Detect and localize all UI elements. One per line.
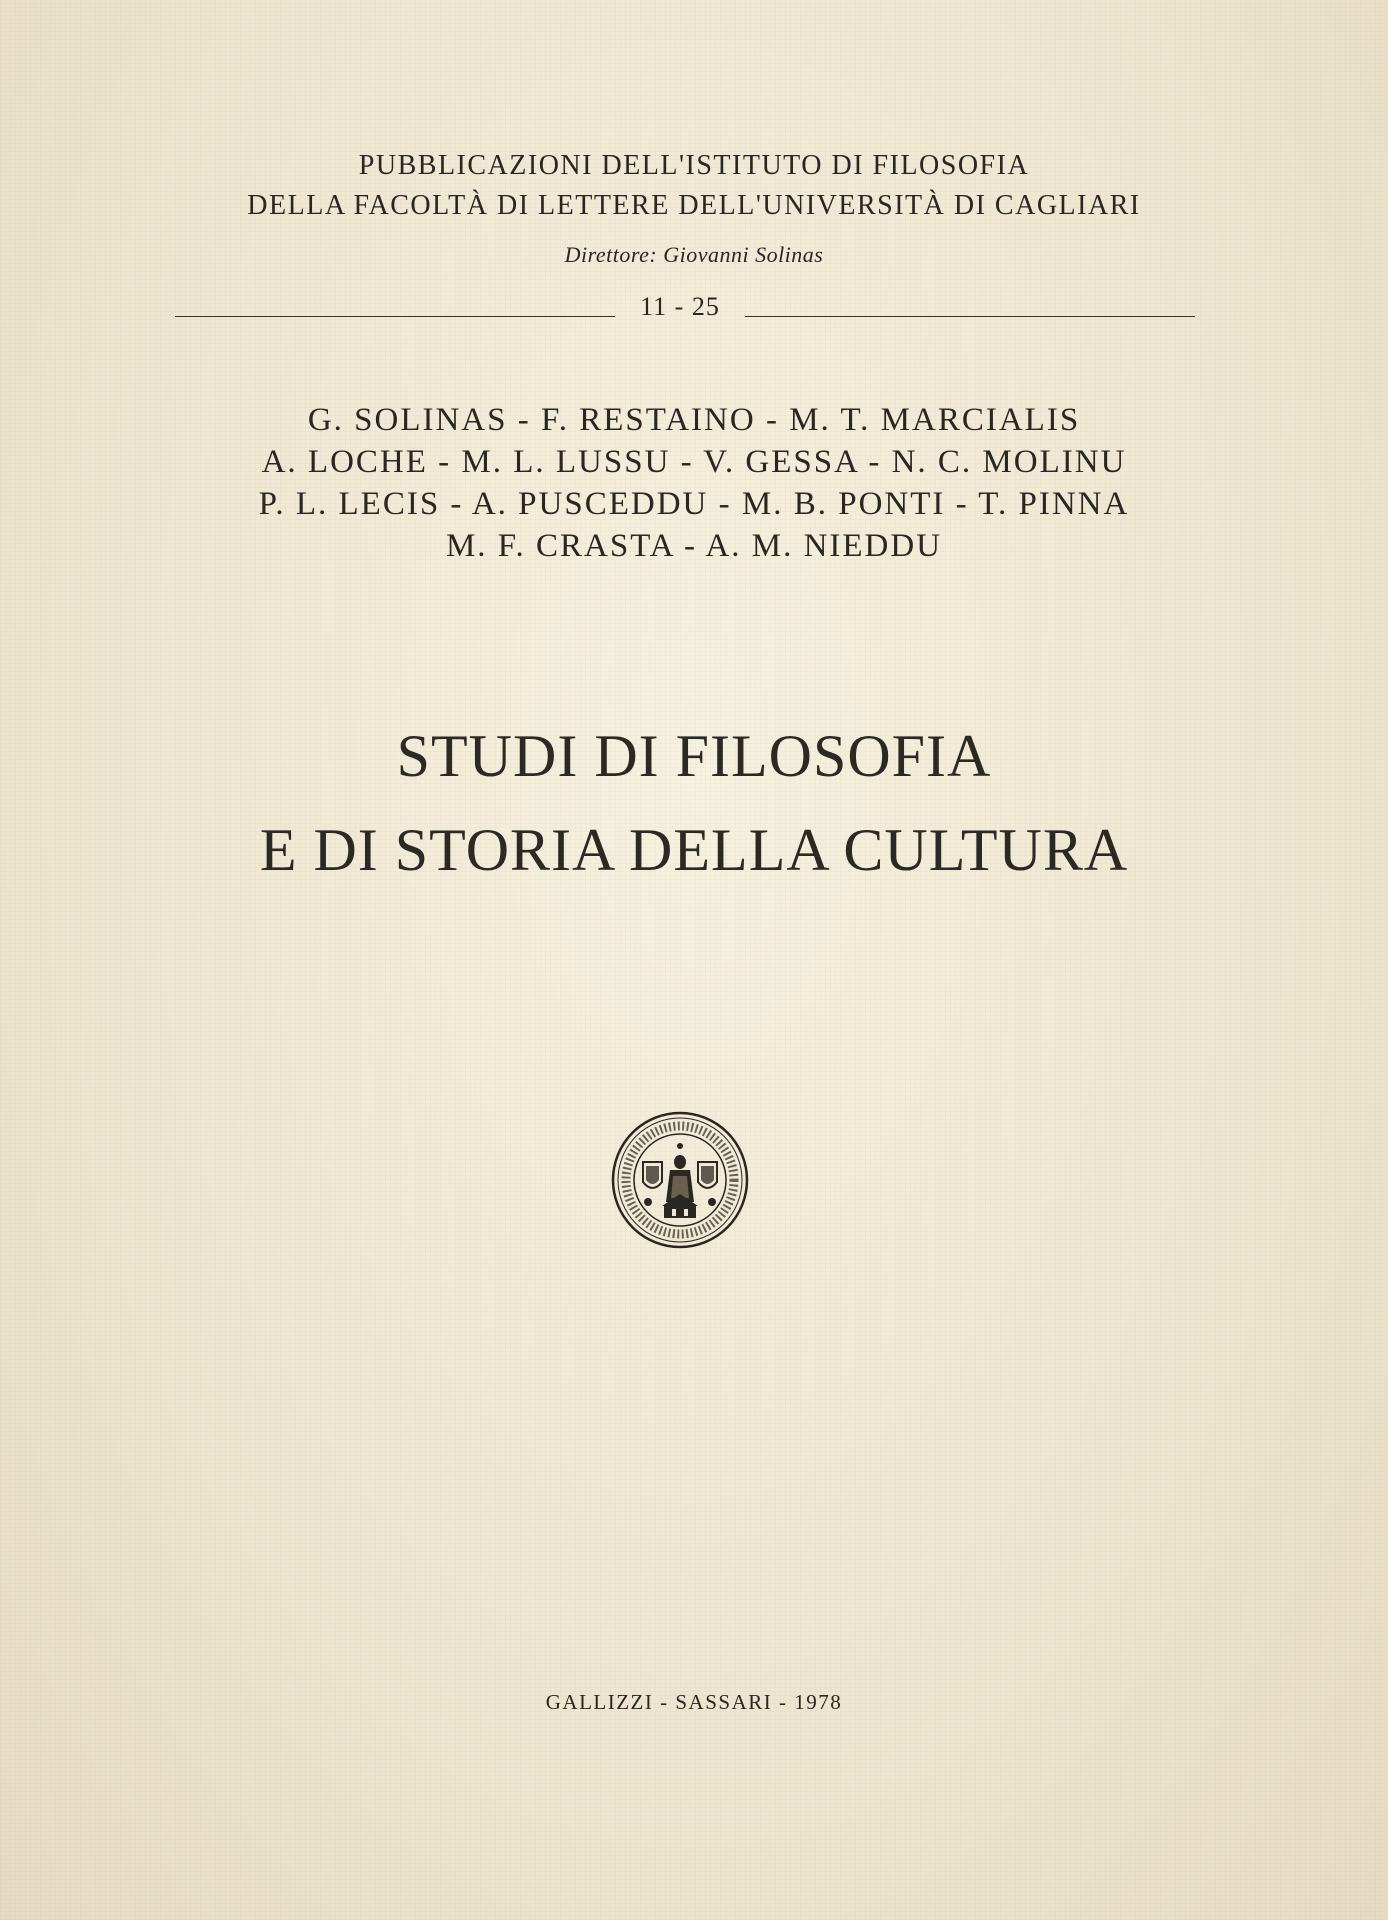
series-director: Direttore: Giovanni Solinas [564, 242, 824, 267]
authors-line-2: A. LOCHE - M. L. LUSSU - V. GESSA - N. C. MOLINU [261, 444, 1127, 480]
authors-line-1: G. SOLINAS - F. RESTAINO - M. T. MARCIALIS [307, 402, 1081, 438]
right-rule-divider [745, 316, 1195, 317]
series-number: 11 - 25 [640, 292, 720, 321]
title-line-2: E DI STORIA DELLA CULTURA [259, 817, 1129, 883]
university-seal-icon [610, 1110, 750, 1250]
authors-line-3: P. L. LECIS - A. PUSCEDDU - M. B. PONTI - T. PINNA [258, 486, 1130, 522]
authors-line-4: M. F. CRASTA - A. M. NIEDDU [445, 528, 943, 564]
series-name-line-2: DELLA FACOLTÀ DI LETTERE DELL'UNIVERSITÀ DI CAGLIARI [247, 190, 1141, 221]
left-rule-divider [175, 316, 615, 317]
series-number-row [175, 292, 1195, 328]
title-line-1: STUDI DI FILOSOFIA [396, 723, 992, 789]
series-name-line-1: PUBBLICAZIONI DELL'ISTITUTO DI FILOSOFIA [358, 150, 1030, 181]
publisher-imprint: GALLIZZI - SASSARI - 1978 [545, 1690, 843, 1714]
